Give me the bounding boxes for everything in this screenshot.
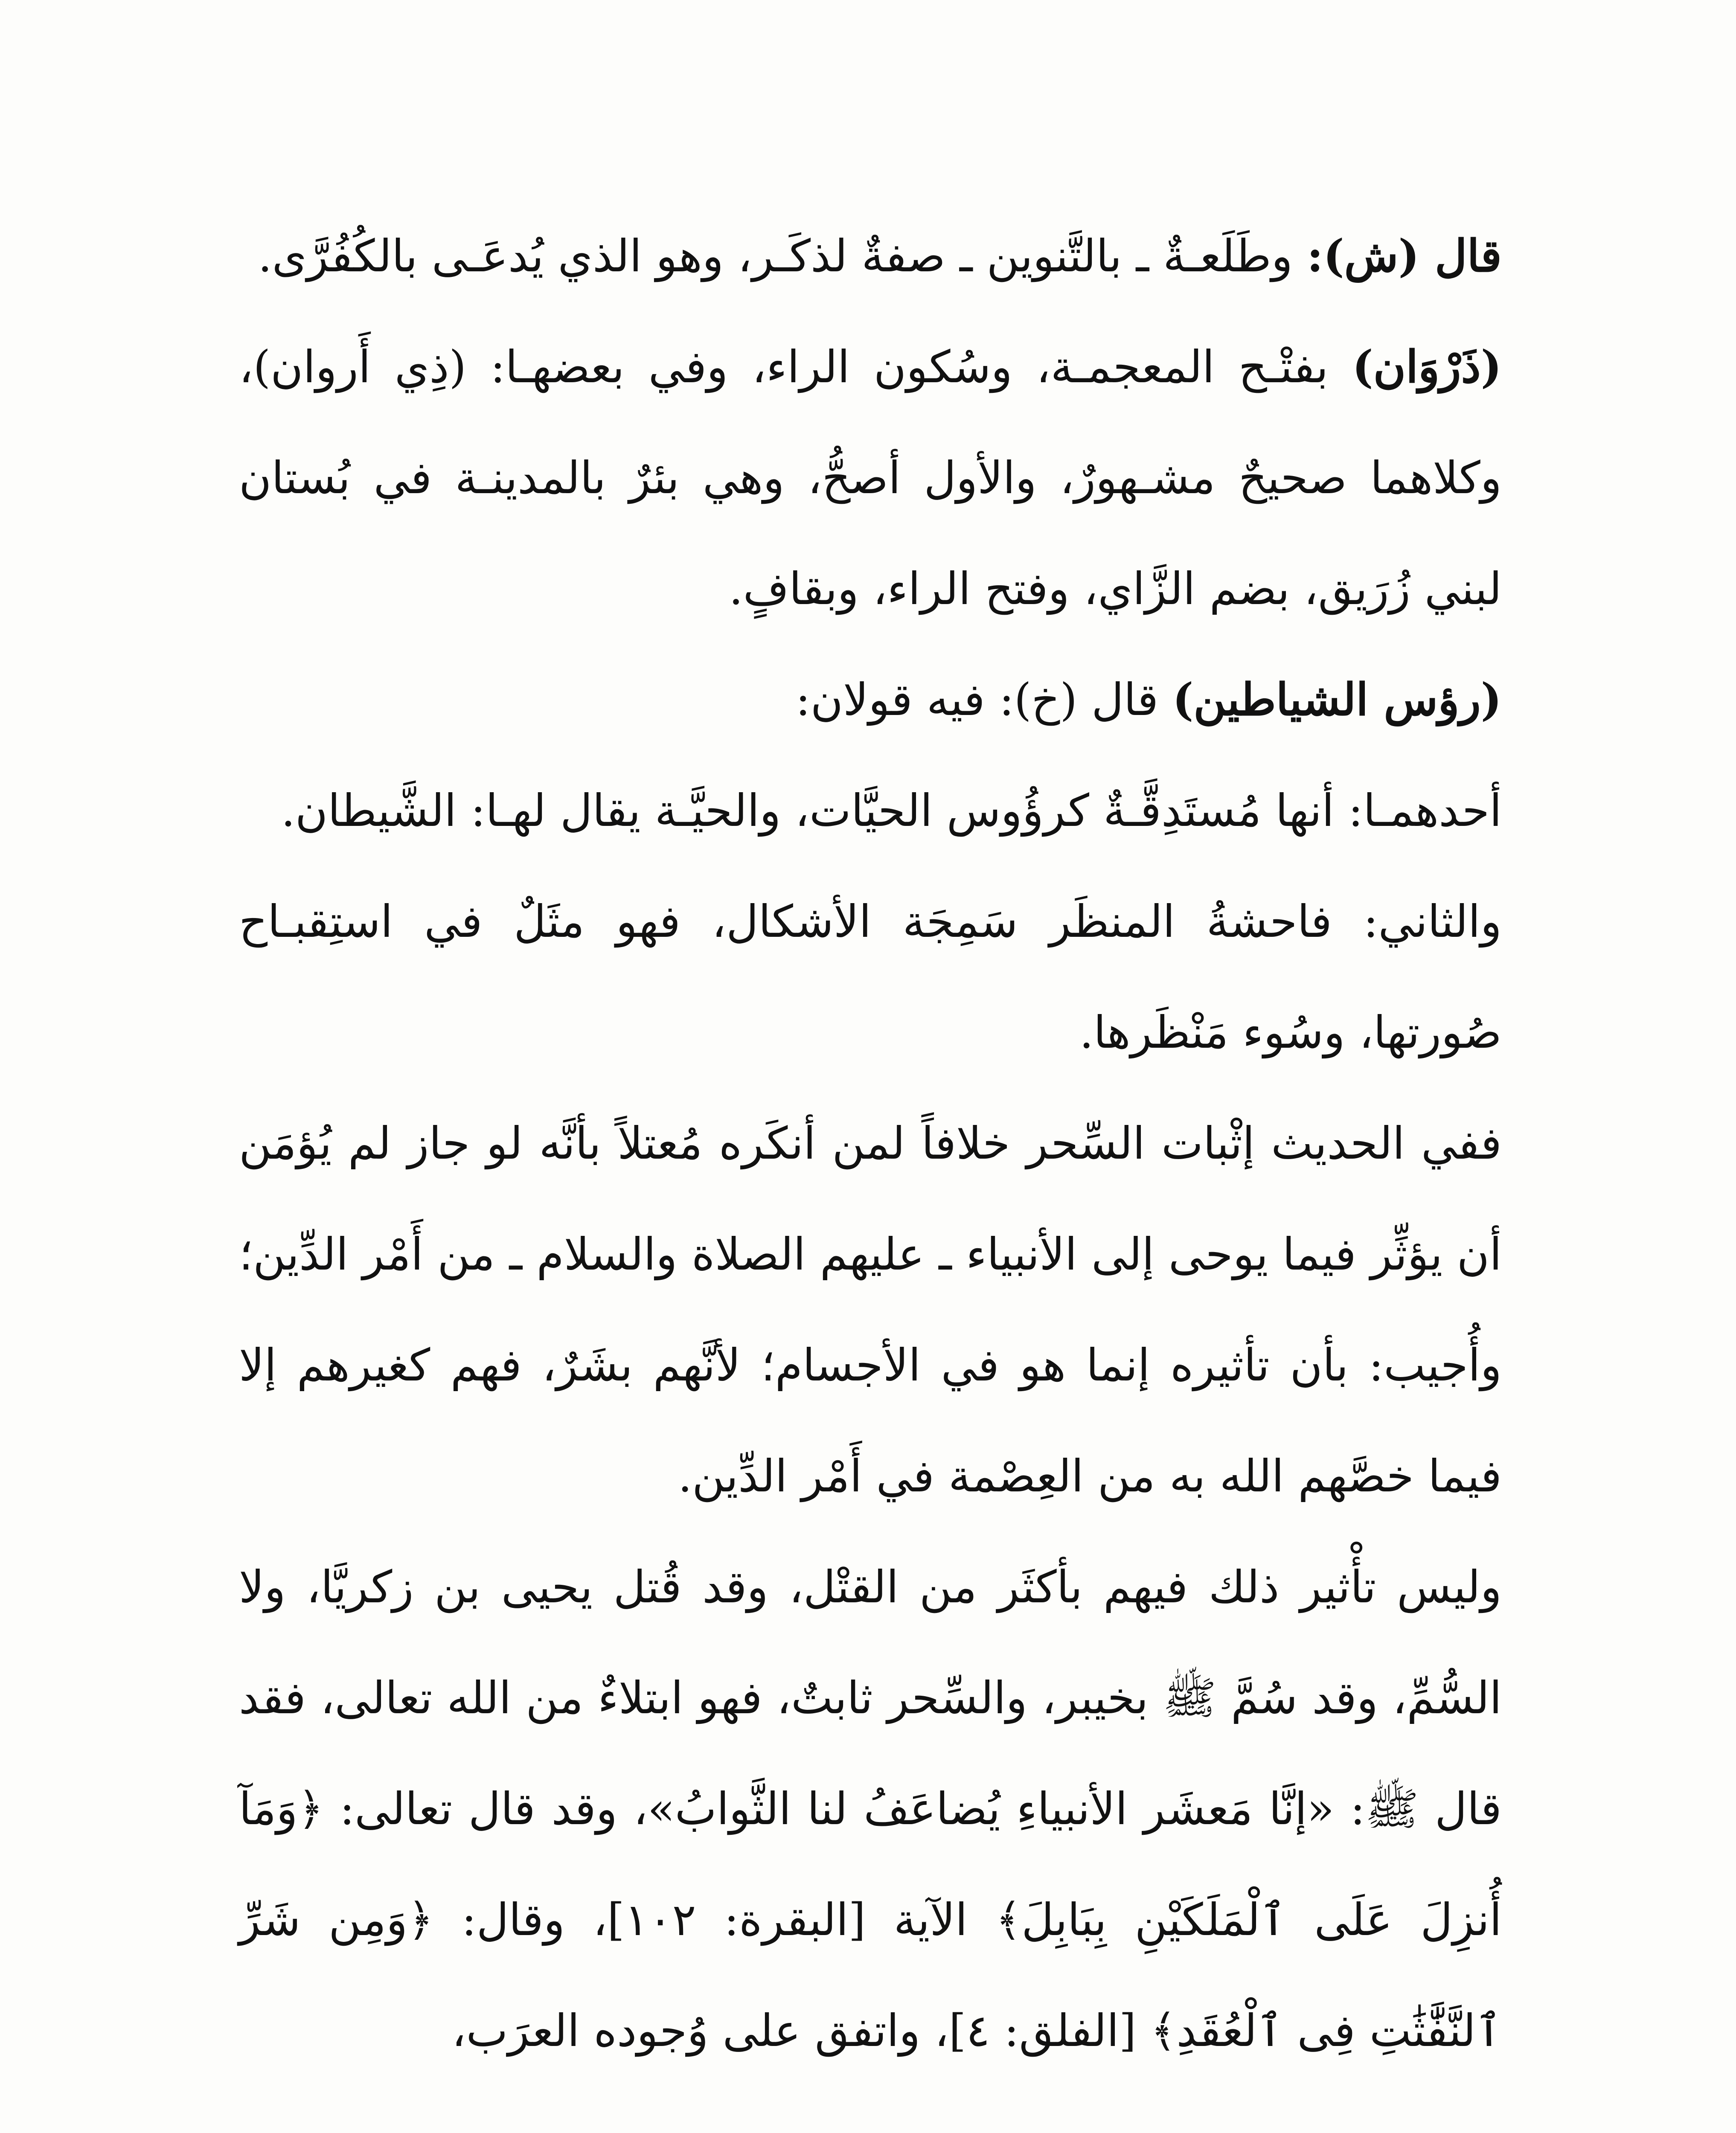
paragraph-7-text: وليس تأْثير ذلك فيهم بأكثَر من القتْل، وقد قُتل يحيى بن زكريَّا، ولا السُّمِّ، وقد سُمَّ ﷺ بخيبر، والسِّحر ثابتٌ، فهو ابتلاءٌ من الله تعالى، فقد قال ﷺ: «إنَّا مَعشَر الأنبياءِ يُضاعَفُ لنا الثَّوابُ»، وقد قال تعالى: ﴿وَمَآ أُنزِلَ عَلَى ٱلْمَلَكَيْنِ بِبَابِلَ﴾ الآية [البقرة: ١٠٢]، وقال: ﴿وَمِن شَرِّ ٱلنَّفَّٰثَٰتِ فِى ٱلْعُقَدِ﴾ [الفلق: ٤]، واتفق على وُجوده العرَب، <box>239 1561 1502 2057</box>
paragraph-7 <box>239 1531 1502 2086</box>
paragraph-4 <box>239 755 1502 866</box>
paragraph-3 <box>239 644 1502 755</box>
paragraph-5 <box>239 866 1502 1088</box>
paragraph-4-text: أحدهمـا: أنها مُستَدِقَّـةٌ كرؤُوس الحيَّات، والحيَّـة يقال لهـا: الشَّيطان. <box>281 785 1502 837</box>
paragraph-2 <box>239 311 1502 644</box>
paragraph-2-text: بفتْـح المعجمـة، وسُكون الراء، وفي بعضهـا: (ذِي أَروان)، وكلاهما صحيحٌ مشـهورٌ، والأول أصحُّ، وهي بئرٌ بالمدينـة في بُستان لبني زُرَيق، بضم الزَّاي، وفتح الراء، وبقافٍ. <box>239 341 1502 615</box>
paragraph-1-text: وطَلَعـةٌ ـ بالتَّنوين ـ صفةٌ لذكَـر، وهو الذي يُدعَـى بالكُفُرَّى. <box>258 230 1307 282</box>
paragraph-3-text: قال (خ): فيه قولان: <box>795 674 1173 726</box>
main-text <box>239 201 1502 2086</box>
paragraph-6 <box>239 1088 1502 1531</box>
paragraph-1 <box>239 201 1502 311</box>
paragraph-3-lead: (رؤس الشياطين) <box>1172 673 1502 726</box>
paragraph-2-lead: (ذَرْوَان) <box>1352 340 1502 393</box>
paragraph-6-text: ففي الحديث إثْبات السِّحر خلافاً لمن أنكَره مُعتلاً بأنَّه لو جاز لم يُؤمَن أن يؤثِّر فيما يوحى إلى الأنبياء ـ عليهم الصلاة والسلام ـ من أَمْر الدِّين؛ وأُجيب: بأن تأثيره إنما هو في الأجسام؛ لأنَّهم بشَرٌ، فهم كغيرهم إلا فيما خصَّهم الله به من العِصْمة في أَمْر الدِّين. <box>239 1117 1502 1502</box>
paragraph-1-lead: قال (ش): <box>1307 230 1502 282</box>
paragraph-5-text: والثاني: فاحشةُ المنظَر سَمِجَة الأشكال، فهو مثَلٌ في استِقبـاح صُورتها، وسُوء مَنْظَرها. <box>239 895 1502 1058</box>
